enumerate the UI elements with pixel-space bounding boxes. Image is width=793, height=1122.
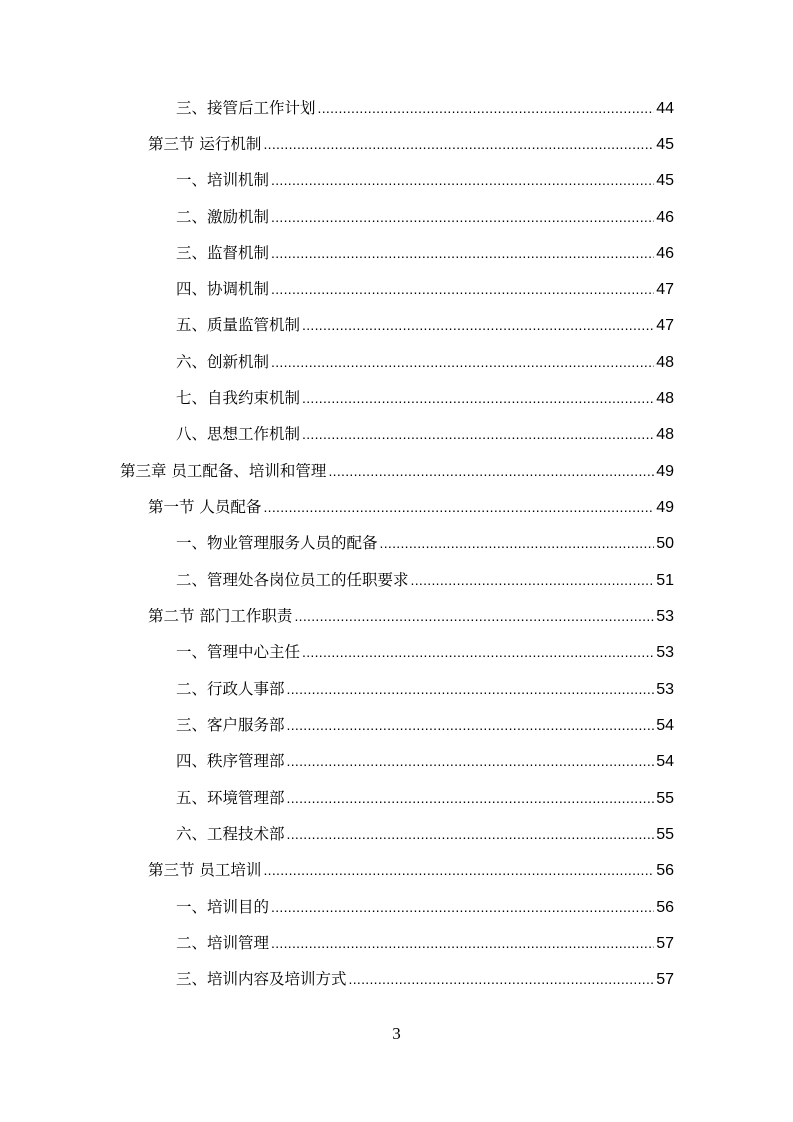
toc-entry-label: 一、培训目的	[176, 898, 270, 916]
toc-entry-label: 一、物业管理服务人员的配备	[176, 534, 378, 552]
toc-entry-label: 三、培训内容及培训方式	[176, 970, 347, 988]
toc-entry-page: 56	[656, 899, 674, 916]
toc-entry-page: 48	[656, 426, 674, 443]
dot-leader	[287, 822, 655, 846]
toc-entry-page: 50	[656, 535, 674, 552]
dot-leader	[271, 350, 654, 374]
toc-entry-page: 56	[656, 862, 674, 879]
toc-entry-page: 55	[656, 790, 674, 807]
toc-entry[interactable]	[176, 640, 674, 664]
toc-entry-label: 一、培训机制	[176, 171, 270, 189]
toc-entry[interactable]	[176, 531, 674, 555]
toc-entry-label: 六、创新机制	[176, 353, 270, 371]
toc-entry-page: 53	[656, 608, 674, 625]
toc-entry[interactable]	[148, 858, 674, 882]
toc-entry[interactable]	[176, 895, 674, 919]
toc-entry[interactable]	[176, 168, 674, 192]
toc-entry-label: 四、协调机制	[176, 280, 270, 298]
toc-entry-page: 45	[656, 136, 674, 153]
toc-entry-label: 七、自我约束机制	[176, 389, 301, 407]
dot-leader	[263, 132, 654, 156]
toc-entry[interactable]	[176, 786, 674, 810]
toc-entry-label: 六、工程技术部	[176, 825, 285, 843]
dot-leader	[302, 386, 654, 410]
toc-entry-page: 44	[656, 100, 674, 117]
toc-entry[interactable]	[176, 241, 674, 265]
dot-leader	[271, 895, 654, 919]
dot-leader	[287, 713, 655, 737]
toc-entry[interactable]	[176, 422, 674, 446]
toc-entry[interactable]	[148, 604, 674, 628]
toc-entry-page: 57	[656, 935, 674, 952]
toc-entry-page: 53	[656, 681, 674, 698]
toc-entry-page: 49	[656, 499, 674, 516]
toc-entry[interactable]	[176, 822, 674, 846]
toc-entry[interactable]	[176, 677, 674, 701]
dot-leader	[318, 96, 655, 120]
page-number: 3	[392, 1024, 401, 1043]
toc-entry[interactable]	[176, 205, 674, 229]
toc-entry-label: 二、激励机制	[176, 208, 270, 226]
dot-leader	[287, 677, 655, 701]
toc-entry[interactable]	[176, 749, 674, 773]
toc-entry-label: 第三章 员工配备、培训和管理	[120, 462, 327, 480]
dot-leader	[271, 168, 654, 192]
dot-leader	[302, 640, 654, 664]
toc-entry[interactable]	[176, 713, 674, 737]
toc-entry-page: 47	[656, 317, 674, 334]
toc-entry-label: 三、客户服务部	[176, 716, 285, 734]
toc-entry-label: 第一节 人员配备	[148, 498, 262, 516]
toc-entry[interactable]	[176, 96, 674, 120]
toc-entry-label: 二、行政人事部	[176, 680, 285, 698]
toc-entry-page: 47	[656, 281, 674, 298]
toc-entry[interactable]	[148, 495, 674, 519]
dot-leader	[271, 205, 654, 229]
toc-entry-label: 三、监督机制	[176, 244, 270, 262]
toc-entry-page: 49	[656, 463, 674, 480]
dot-leader	[380, 531, 655, 555]
dot-leader	[294, 604, 654, 628]
toc-entry-page: 55	[656, 826, 674, 843]
dot-leader	[349, 967, 655, 991]
toc-entry-label: 八、思想工作机制	[176, 425, 301, 443]
toc-entry-label: 二、管理处各岗位员工的任职要求	[176, 571, 409, 589]
toc-entry-page: 46	[656, 245, 674, 262]
toc-entry[interactable]	[176, 568, 674, 592]
dot-leader	[302, 422, 654, 446]
toc-entry-label: 五、质量监管机制	[176, 316, 301, 334]
toc-entry[interactable]	[148, 132, 674, 156]
dot-leader	[271, 931, 654, 955]
toc-entry-page: 53	[656, 644, 674, 661]
toc-entry-label: 四、秩序管理部	[176, 752, 285, 770]
dot-leader	[271, 241, 654, 265]
toc-entry-page: 54	[656, 753, 674, 770]
toc-entry-label: 三、接管后工作计划	[176, 99, 316, 117]
toc-entry-label: 第三节 员工培训	[148, 861, 262, 879]
toc-entry[interactable]	[176, 313, 674, 337]
dot-leader	[302, 313, 654, 337]
toc-entry-label: 五、环境管理部	[176, 789, 285, 807]
toc-entry[interactable]	[120, 459, 674, 483]
toc-entry[interactable]	[176, 931, 674, 955]
toc-entry[interactable]	[176, 967, 674, 991]
dot-leader	[287, 749, 655, 773]
toc-entry-page: 45	[656, 172, 674, 189]
toc-entry-page: 48	[656, 354, 674, 371]
toc-entry-page: 54	[656, 717, 674, 734]
toc-entry-label: 第二节 部门工作职责	[148, 607, 293, 625]
toc-entry-page: 57	[656, 971, 674, 988]
toc-entry-label: 第三节 运行机制	[148, 135, 262, 153]
toc-entry-page: 51	[656, 572, 674, 589]
toc-entry[interactable]	[176, 350, 674, 374]
dot-leader	[263, 495, 654, 519]
toc-entry[interactable]	[176, 386, 674, 410]
dot-leader	[271, 277, 654, 301]
toc-entry-page: 46	[656, 209, 674, 226]
dot-leader	[328, 459, 654, 483]
toc-entry-page: 48	[656, 390, 674, 407]
dot-leader	[411, 568, 655, 592]
toc-entry-label: 一、管理中心主任	[176, 643, 301, 661]
toc-entry-label: 二、培训管理	[176, 934, 270, 952]
dot-leader	[263, 858, 654, 882]
dot-leader	[287, 786, 655, 810]
toc-entry[interactable]	[176, 277, 674, 301]
